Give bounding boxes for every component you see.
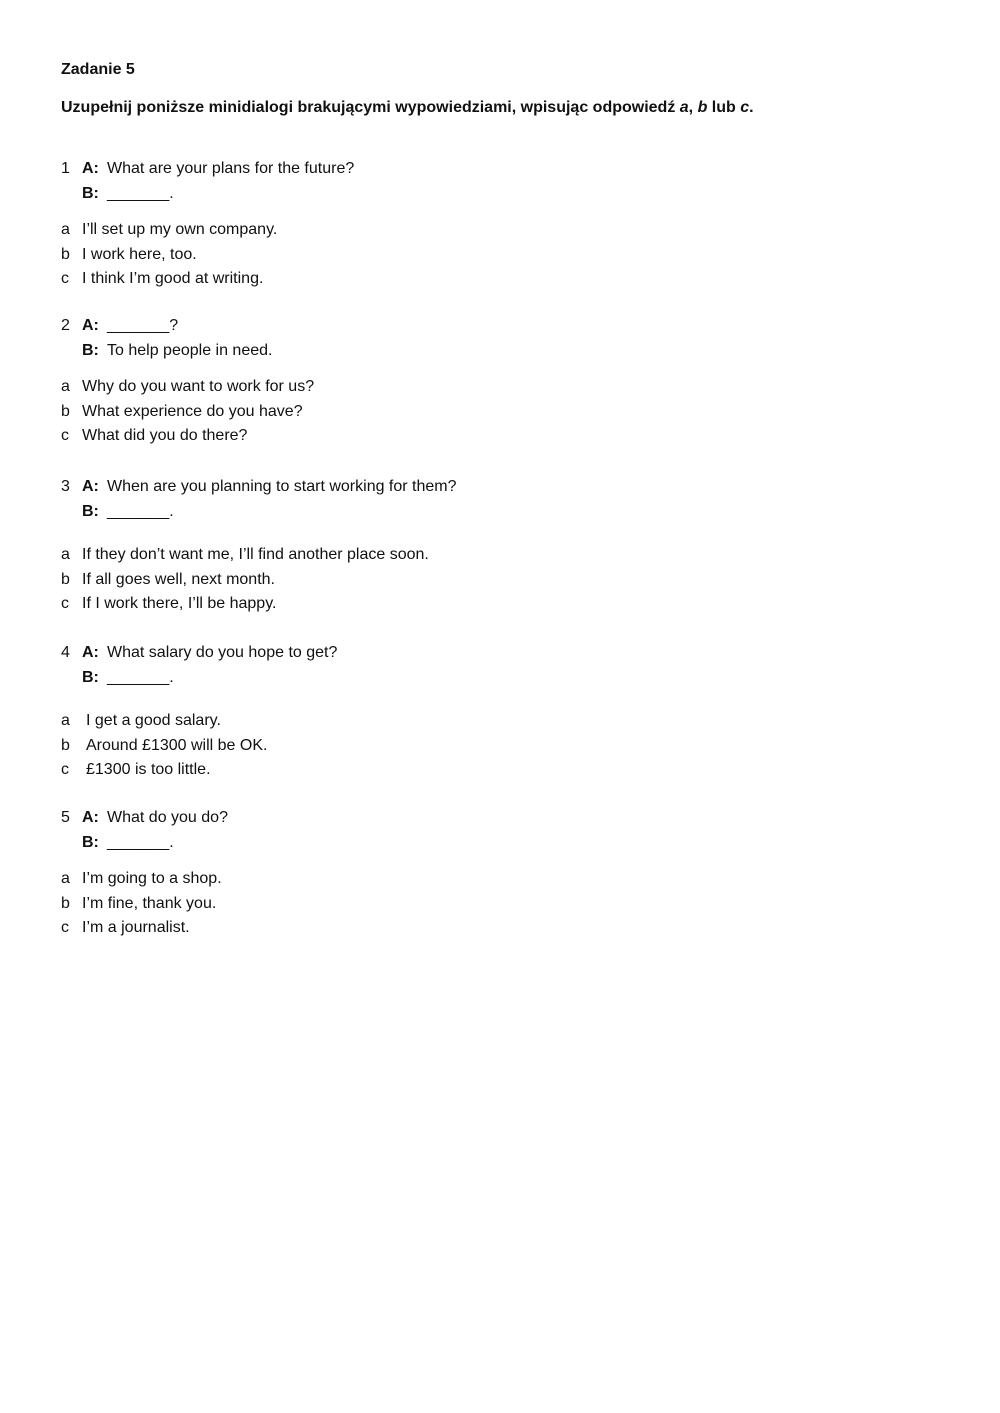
option-a[interactable] [61,375,941,400]
instruction-option-a: a [679,99,689,116]
dialogue-line-a [61,806,941,831]
instruction-lub: lub [707,99,741,116]
dialogue-line-b [61,666,941,691]
task-number: 4 [61,644,70,661]
speaker-a-label: A: [82,644,99,661]
option-b[interactable] [61,734,941,759]
speaker-b-text: To help people in need. [107,341,273,359]
dialogue-line-b [61,182,941,207]
instruction-option-c: c [740,99,750,116]
speaker-a-text: What do you do? [107,809,228,826]
option-a[interactable] [61,543,941,568]
option-letter: c [61,595,69,612]
option-letter: b [61,570,70,588]
task-5 [61,806,941,941]
speaker-b-label: B: [82,184,99,202]
option-text: What experience do you have? [82,402,303,420]
option-c[interactable] [61,758,941,783]
option-text: What did you do there? [82,427,248,444]
answer-blank[interactable]: _______. [107,833,174,851]
option-letter: a [61,712,70,729]
option-text: £1300 is too little. [86,761,211,778]
option-letter: c [61,427,69,444]
option-a[interactable] [61,709,941,734]
option-c[interactable] [61,592,941,617]
option-b[interactable] [61,400,941,425]
page-title: Zadanie 5 [61,61,135,78]
option-a[interactable] [61,218,941,243]
speaker-b-label: B: [82,668,99,686]
option-letter: a [61,221,70,238]
speaker-a-text: What salary do you hope to get? [107,644,338,661]
task-number: 3 [61,478,70,495]
option-text: I’m going to a shop. [82,870,222,887]
instruction [61,99,754,117]
dialogue-line-b [61,500,941,525]
option-text: Around £1300 will be OK. [86,736,268,754]
answer-blank[interactable]: _______. [107,502,174,520]
option-text: If all goes well, next month. [82,570,275,588]
option-letter: b [61,736,70,754]
speaker-a-label: A: [82,317,99,334]
question-blank[interactable]: _______? [107,317,179,334]
task-3 [61,475,941,617]
option-text: I’m fine, thank you. [82,894,217,912]
instruction-comma: , [688,99,698,116]
option-letter: b [61,402,70,420]
option-letter: a [61,546,70,563]
speaker-b-label: B: [82,341,99,359]
option-a[interactable] [61,867,941,892]
option-text: If they don’t want me, I’ll find another place soon. [82,546,429,563]
option-letter: c [61,919,69,936]
option-text: I get a good salary. [86,712,221,729]
task-2 [61,314,941,449]
option-text: I work here, too. [82,245,197,263]
option-letter: a [61,378,70,395]
task-number: 5 [61,809,70,826]
option-b[interactable] [61,568,941,593]
dialogue-line-b [61,339,941,364]
speaker-a-text: When are you planning to start working for them? [107,478,457,495]
instruction-text: Uzupełnij poniższe minidialogi brakującymi wypowiedziami, wpisując odpowiedź [61,99,680,116]
task-4 [61,641,941,783]
option-text: If I work there, I’ll be happy. [82,595,277,612]
option-b[interactable] [61,892,941,917]
speaker-a-label: A: [82,160,99,177]
task-1 [61,157,941,292]
dialogue-line-a [61,475,941,500]
option-c[interactable] [61,424,941,449]
speaker-a-label: A: [82,478,99,495]
task-number: 1 [61,160,70,177]
dialogue-line-a [61,314,941,339]
option-c[interactable] [61,267,941,292]
option-letter: a [61,870,70,887]
option-letter: c [61,270,69,287]
answer-blank[interactable]: _______. [107,668,174,686]
option-text: I’ll set up my own company. [82,221,278,238]
option-text: I’m a journalist. [82,919,190,936]
speaker-a-label: A: [82,809,99,826]
instruction-option-b: b [697,99,708,116]
dialogue-line-a [61,157,941,182]
option-letter: c [61,761,69,778]
speaker-b-label: B: [82,502,99,520]
option-letter: b [61,894,70,912]
option-b[interactable] [61,243,941,268]
task-number: 2 [61,317,70,334]
answer-blank[interactable]: _______. [107,184,174,202]
instruction-end: . [749,99,754,116]
speaker-a-text: What are your plans for the future? [107,160,355,177]
dialogue-line-b [61,831,941,856]
speaker-b-label: B: [82,833,99,851]
dialogue-line-a [61,641,941,666]
option-letter: b [61,245,70,263]
option-text: Why do you want to work for us? [82,378,315,395]
option-text: I think I’m good at writing. [82,270,264,287]
option-c[interactable] [61,916,941,941]
